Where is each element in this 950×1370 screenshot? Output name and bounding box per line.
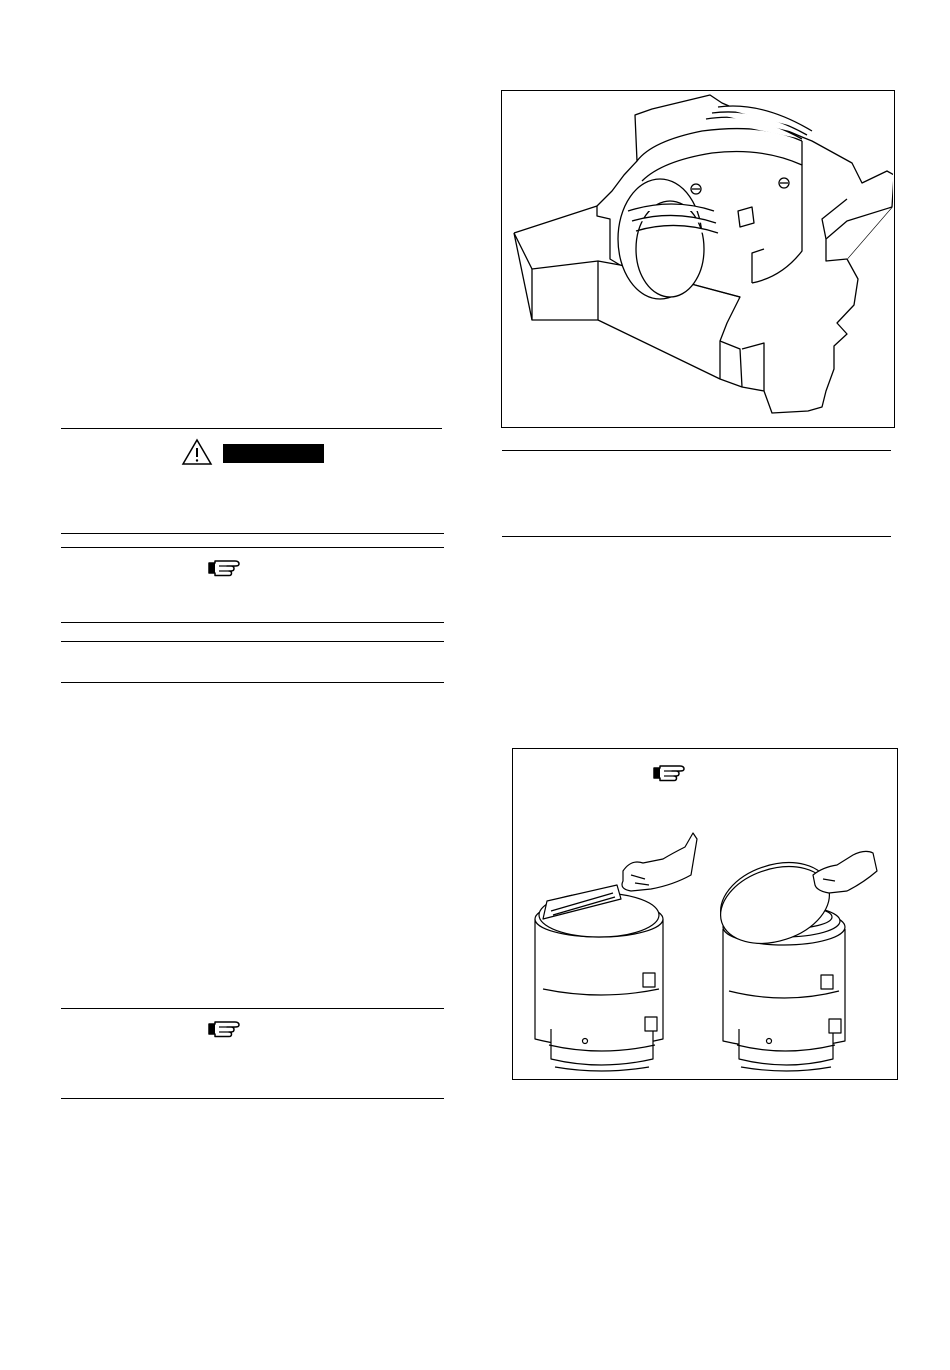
caution-rule-top	[61, 428, 442, 429]
cover-removal-drawing	[513, 819, 896, 1077]
right-rule-top	[502, 450, 891, 451]
pointing-hand-icon	[207, 558, 241, 578]
figure-pump-in-block	[501, 90, 895, 428]
right-rule-bottom	[502, 536, 891, 537]
note3-rule-top	[61, 1008, 444, 1009]
warning-triangle-icon	[181, 438, 213, 466]
note1-rule-top	[61, 547, 444, 548]
pointing-hand-icon	[652, 763, 686, 783]
note3-rule-bottom	[61, 1098, 444, 1099]
note2-rule-top	[61, 641, 444, 642]
pump-in-shipping-block-drawing	[502, 91, 893, 426]
note1-rule-bottom	[61, 622, 444, 623]
figure-cover-removal	[512, 748, 898, 1080]
pointing-hand-icon	[207, 1019, 241, 1039]
caution-label	[223, 444, 324, 463]
caution-rule-bottom	[61, 533, 444, 534]
note2-rule-bottom	[61, 682, 444, 683]
